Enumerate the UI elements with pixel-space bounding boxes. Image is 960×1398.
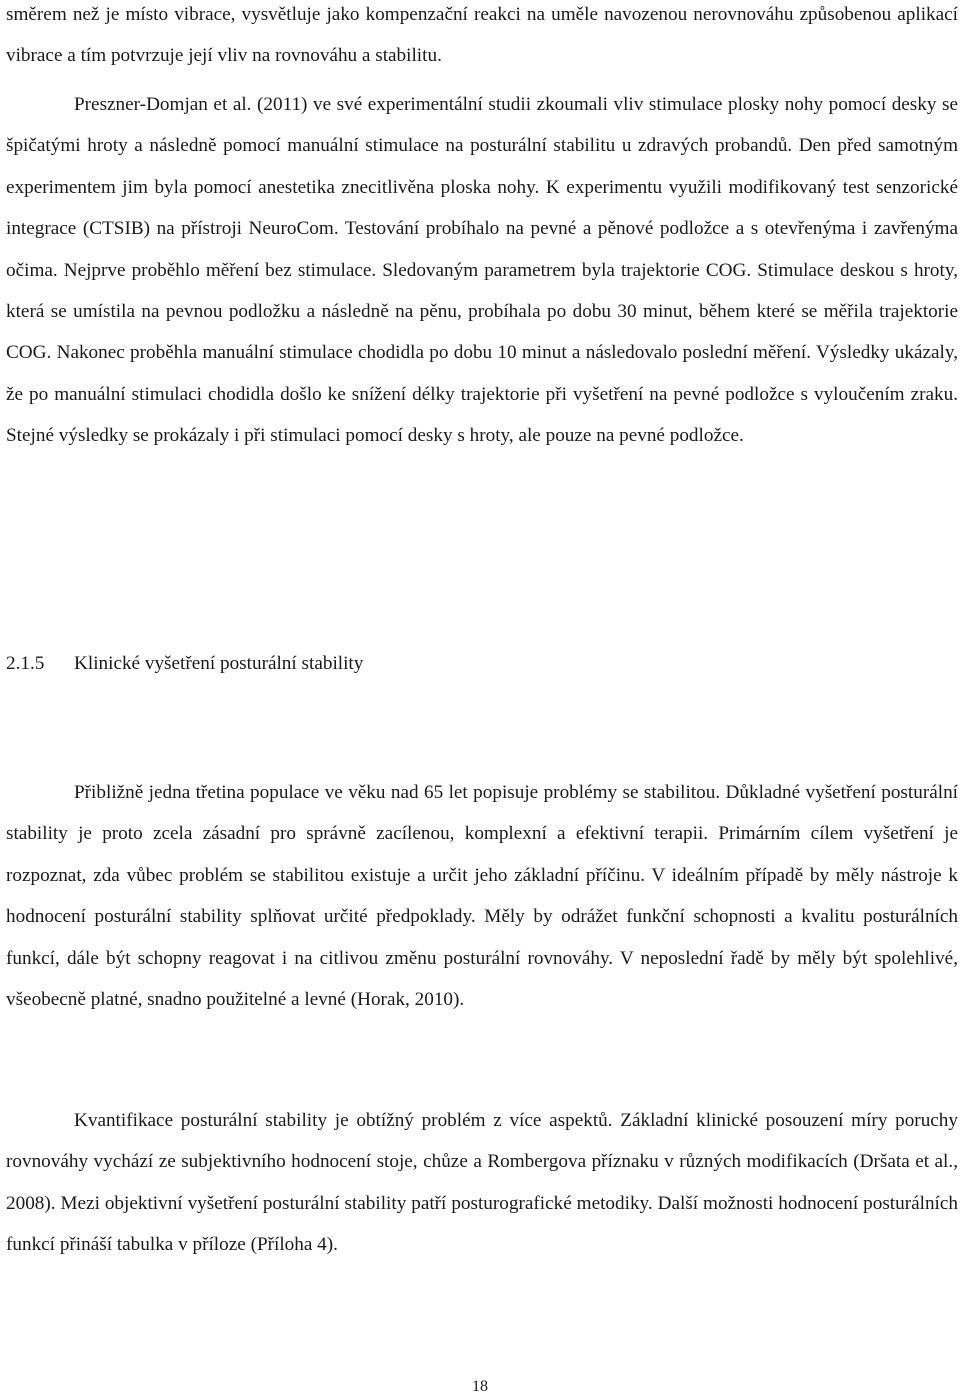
- paragraph-continuation: směrem než je místo vibrace, vysvětluje jako kompenzační reakci na uměle navozenou nerovnováhu způsobenou aplikací vibrace a tím potvrzuje její vliv na rovnováhu a stabilitu.: [6, 4, 958, 67]
- paragraph-preszner-study: Preszner-Domjan et al. (2011) ve své experimentální studii zkoumali vliv stimulace plosky nohy pomocí desky se špičatými hroty a následně pomocí manuální stimulace na posturální stabilitu u zdravých probandů. Den před samotným experimentem jim byla pomocí anestetika znecitlivěna ploska nohy. K experimentu využili modifikovaný test senzorické integrace (CTSIB) na přístroji NeuroCom. Testování probíhalo na pevné a pěnové podložce a s otevřenýma i zavřenýma očima. Nejprve proběhlo měření bez stimulace. Sledovaným parametrem byla trajektorie COG. Stimulace deskou s hroty, která se umístila na pevnou podložku a následně na pěnu, probíhala po dobu 30 minut, během které se měřila trajektorie COG. Nakonec proběhla manuální stimulace chodidla po dobu 10 minut a následovalo poslední měření. Výsledky ukázaly, že po manuální stimulaci chodidla došlo ke snížení délky trajektorie při vyšetření na pevné podložce s vyloučením zraku. Stejné výsledky se prokázaly i při stimulaci pomocí desky s hroty, ale pouze na pevné podložce.: [6, 94, 958, 447]
- section-number: 2.1.5: [6, 653, 45, 674]
- paragraph-quantification: Kvantifikace posturální stability je obtížný problém z více aspektů. Základní klinické posouzení míry poruchy rovnováhy vychází ze subjektivního hodnocení stoje, chůze a Rombergova příznaku v různých modifikacích (Dršata et al., 2008). Mezi objektivní vyšetření posturální stability patří posturografické metodiky. Další možnosti hodnocení posturálních funkcí přináší tabulka v příloze (Příloha 4).: [6, 1110, 958, 1256]
- section-heading: [6, 650, 363, 678]
- paragraph-clinical-exam: Přibližně jedna třetina populace ve věku nad 65 let popisuje problémy se stabilitou. Důkladné vyšetření posturální stability je proto zcela zásadní pro správně zacílenou, komplexní a efektivní terapii. Primárním cílem vyšetření je rozpoznat, zda vůbec problém se stabilitou existuje a určit jeho základní příčinu. V ideálním případě by měly nástroje k hodnocení posturální stability splňovat určité předpoklady. Měly by odrážet funkční schopnosti a kvalitu posturálních funkcí, dále být schopny reagovat i na citlivou změnu posturální rovnováhy. V neposlední řadě by měly být spolehlivé, všeobecně platné, snadno použitelné a levné (Horak, 2010).: [6, 782, 958, 1011]
- section-title: Klinické vyšetření posturální stability: [74, 653, 364, 674]
- page-number: 18: [472, 1378, 488, 1395]
